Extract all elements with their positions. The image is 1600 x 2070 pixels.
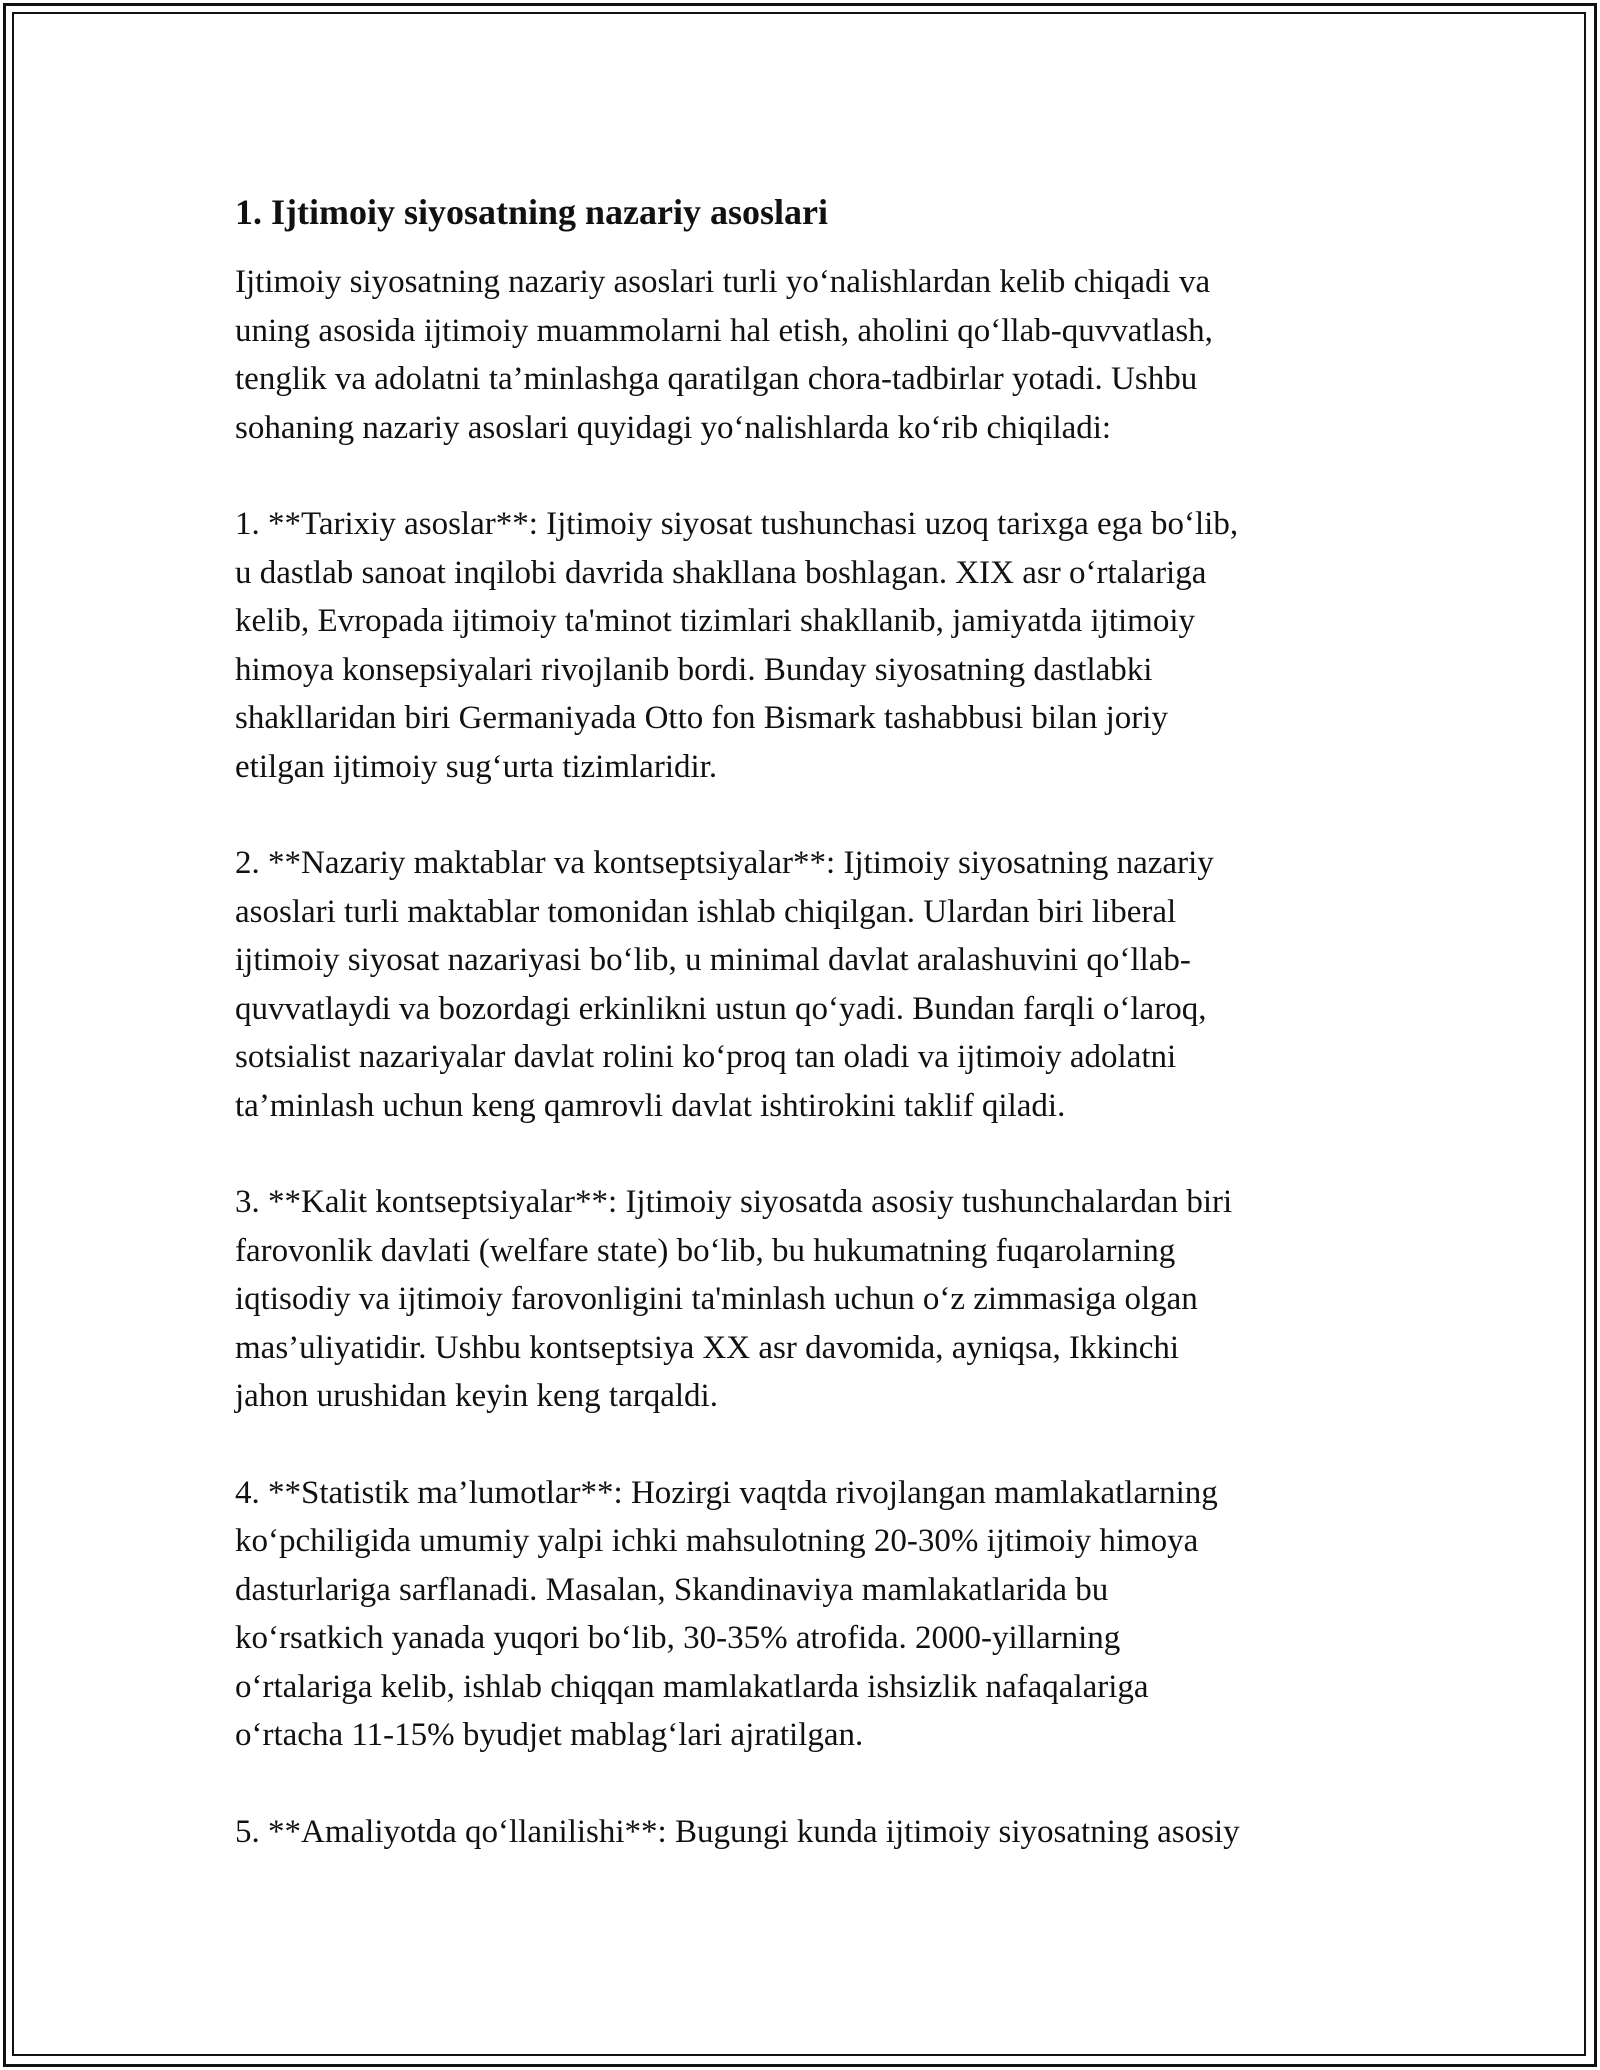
paragraph-line: 5. **Amaliyotda qo‘llanilishi**: Bugungi kunda ijtimoiy siyosatning asosiy [235, 1813, 1240, 1850]
paragraph-line: ko‘rsatkich yanada yuqori bo‘lib, 30-35% atrofida. 2000-yillarning [235, 1620, 1121, 1656]
intro-line: uning asosida ijtimoiy muammolarni hal etish, aholini qo‘llab-quvvatlash, [235, 312, 1213, 349]
paragraph-line: sotsialist nazariyalar davlat rolini ko‘proq tan oladi va ijtimoiy adolatni [235, 1039, 1177, 1075]
intro-line: tenglik va adolatni ta’minlashga qaratilgan chora-tadbirlar yotadi. Ushbu [235, 361, 1198, 397]
paragraph-key-concepts [235, 1178, 1365, 1421]
section-heading: 1. Ijtimoiy siyosatning nazariy asoslari [235, 192, 829, 232]
paragraph-line: o‘rtalariga kelib, ishlab chiqqan mamlakatlarda ishsizlik nafaqalariga [235, 1668, 1149, 1705]
paragraph-line: quvvatlaydi va bozordagi erkinlikni ustun qo‘yadi. Bundan farqli o‘laroq, [235, 990, 1207, 1027]
paragraph-line: ko‘pchiligida umumiy yalpi ichki mahsulotning 20-30% ijtimoiy himoya [235, 1523, 1199, 1559]
paragraph-line: etilgan ijtimoiy sug‘urta tizimlaridir. [235, 748, 718, 785]
paragraph-line: ta’minlash uchun keng qamrovli davlat ishtirokini taklif qiladi. [235, 1087, 1066, 1124]
paragraph-theoretical-schools [235, 839, 1365, 1130]
intro-line: sohaning nazariy asoslari quyidagi yo‘nalishlarda ko‘rib chiqiladi: [235, 409, 1112, 446]
paragraph-line: shakllaridan biri Germaniyada Otto fon Bismark tashabbusi bilan joriy [235, 700, 1168, 736]
paragraph-line: o‘rtacha 11-15% byudjet mablag‘lari ajratilgan. [235, 1717, 864, 1753]
paragraph-line: dasturlariga sarflanadi. Masalan, Skandinaviya mamlakatlarida bu [235, 1571, 1109, 1608]
paragraph-line: 3. **Kalit kontseptsiyalar**: Ijtimoiy siyosatda asosiy tushunchalardan biri [235, 1184, 1233, 1220]
paragraph-line: farovonlik davlati (welfare state) bo‘lib, bu hukumatning fuqarolarning [235, 1232, 1176, 1269]
paragraph-line: 4. **Statistik ma’lumotlar**: Hozirgi vaqtda rivojlangan mamlakatlarning [235, 1474, 1218, 1511]
paragraph-line: iqtisodiy va ijtimoiy farovonligini ta'minlash uchun o‘z zimmasiga olgan [235, 1281, 1198, 1317]
paragraph-practical-application [235, 1808, 1365, 1857]
paragraph-line: himoya konsepsiyalari rivojlanib bordi. Bunday siyosatning dastlabki [235, 651, 1153, 688]
paragraph-line: jahon urushidan keyin keng tarqaldi. [235, 1378, 718, 1414]
paragraph-historical-foundations [235, 500, 1365, 791]
paragraph-line: u dastlab sanoat inqilobi davrida shakllana boshlagan. XIX asr o‘rtalariga [235, 554, 1207, 591]
paragraph-line: mas’uliyatidir. Ushbu kontseptsiya XX asr davomida, ayniqsa, Ikkinchi [235, 1329, 1180, 1366]
paragraph-line: 1. **Tarixiy asoslar**: Ijtimoiy siyosat tushunchasi uzoq tarixga ega bo‘lib, [235, 506, 1239, 542]
intro-paragraph [235, 258, 1365, 452]
intro-line: Ijtimoiy siyosatning nazariy asoslari turli yo‘nalishlardan kelib chiqadi va [235, 264, 1211, 300]
document-body [235, 188, 1365, 1856]
paragraph-line: 2. **Nazariy maktablar va kontseptsiyalar**: Ijtimoiy siyosatning nazariy [235, 845, 1214, 881]
paragraph-statistics [235, 1469, 1365, 1760]
paragraph-line: asoslari turli maktablar tomonidan ishlab chiqilgan. Ulardan biri liberal [235, 893, 1177, 930]
paragraph-line: kelib, Evropada ijtimoiy ta'minot tizimlari shakllanib, jamiyatda ijtimoiy [235, 603, 1196, 639]
paragraph-line: ijtimoiy siyosat nazariyasi bo‘lib, u minimal davlat aralashuvini qo‘llab- [235, 942, 1191, 978]
